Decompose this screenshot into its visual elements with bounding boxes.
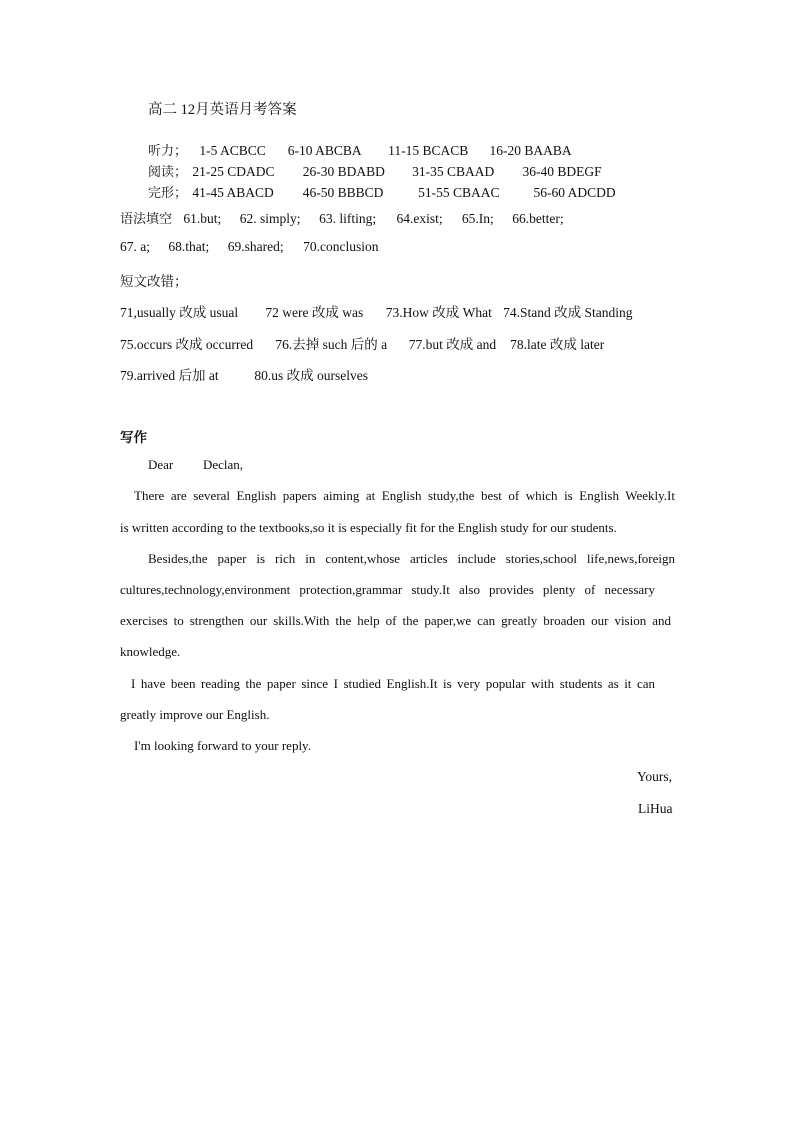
listening-answers bbox=[148, 140, 572, 159]
salutation-name: Declan, bbox=[203, 457, 244, 472]
essay-line: is written according to the textbooks,so it is especially fit for the English study for our students. bbox=[120, 520, 617, 535]
answer-item: 63. lifting; bbox=[319, 211, 377, 226]
essay-line: Besides,the paper is rich in content,whose articles include stories,school life,news,foreign bbox=[148, 551, 675, 566]
answer-group: 6-10 ABCBA bbox=[287, 143, 362, 158]
correction-item: 78.late 改成 later bbox=[510, 337, 605, 352]
correction-line-1 bbox=[120, 301, 633, 321]
essay-line-wrap bbox=[148, 551, 675, 567]
answer-item: 70.conclusion bbox=[303, 239, 379, 254]
correction-line-3 bbox=[120, 364, 368, 384]
answer-group: 51-55 CBAAC bbox=[418, 185, 500, 200]
answer-group: 21-25 CDADC bbox=[192, 164, 275, 179]
essay-line: I'm looking forward to your reply. bbox=[134, 738, 311, 753]
essay-line-wrap bbox=[131, 676, 655, 692]
correction-item: 75.occurs 改成 occurred bbox=[120, 337, 254, 352]
answer-group: 56-60 ADCDD bbox=[533, 185, 616, 200]
listening-label: 听力； bbox=[148, 144, 188, 159]
answer-group: 31-35 CBAAD bbox=[412, 164, 495, 179]
answer-item: 68.that; bbox=[168, 239, 210, 254]
essay-line: exercises to strengthen our skills.With the help of the paper,we can greatly broaden our vision and bbox=[120, 613, 671, 628]
grammar-answers-line-1 bbox=[120, 208, 564, 227]
reading-label: 阅读； bbox=[148, 165, 188, 180]
answer-item: 65.In; bbox=[461, 211, 494, 226]
essay-line-wrap bbox=[120, 582, 655, 598]
cloze-label: 完形； bbox=[148, 186, 188, 201]
reading-answers bbox=[148, 161, 602, 180]
correction-item: 77.but 改成 and bbox=[408, 337, 497, 352]
correction-label: 短文改错； bbox=[120, 274, 188, 290]
answer-item: 66.better; bbox=[512, 211, 564, 226]
essay-line: There are several English papers aiming at English study,the best of which is English Weekly.It bbox=[134, 488, 675, 503]
cloze-answers bbox=[148, 182, 616, 201]
essay-line-wrap bbox=[134, 488, 675, 504]
correction-item: 76.去掉 such 后的 a bbox=[275, 337, 388, 352]
correction-item: 72 were 改成 was bbox=[265, 305, 364, 320]
answer-group: 11-15 BCACB bbox=[388, 143, 469, 158]
answer-item: 69.shared; bbox=[227, 239, 284, 254]
essay-line: I have been reading the paper since I studied English.It is very popular with students as it can bbox=[131, 676, 655, 691]
answer-group: 41-45 ABACD bbox=[192, 185, 274, 200]
essay-line: greatly improve our English. bbox=[120, 707, 270, 722]
answer-group: 16-20 BAABA bbox=[489, 143, 572, 158]
grammar-label: 语法填空 bbox=[120, 212, 173, 227]
page-title: 高二 12月英语月考答案 bbox=[148, 102, 297, 118]
answer-group: 26-30 BDABD bbox=[302, 164, 385, 179]
answer-group: 1-5 ACBCC bbox=[199, 143, 266, 158]
answer-group: 36-40 BDEGF bbox=[522, 164, 602, 179]
letter-signature: LiHua bbox=[638, 801, 673, 816]
grammar-answers-line-2 bbox=[120, 239, 379, 255]
correction-item: 71,usually 改成 usual bbox=[120, 305, 239, 320]
correction-item: 80.us 改成 ourselves bbox=[254, 368, 368, 383]
salutation-word: Dear bbox=[148, 457, 174, 472]
correction-item: 74.Stand 改成 Standing bbox=[503, 305, 633, 320]
essay-line: knowledge. bbox=[120, 644, 181, 659]
writing-label: 写作 bbox=[120, 430, 147, 446]
answer-item: 67. a; bbox=[120, 239, 150, 254]
answer-item: 61.but; bbox=[183, 211, 222, 226]
answer-group: 46-50 BBBCD bbox=[302, 185, 384, 200]
answer-item: 64.exist; bbox=[396, 211, 443, 226]
essay-line-wrap bbox=[120, 613, 671, 629]
essay-line: cultures,technology,environment protection,grammar study.It also provides plenty of necessary bbox=[120, 582, 655, 597]
answer-item: 62. simply; bbox=[239, 211, 301, 226]
correction-item: 73.How 改成 What bbox=[385, 305, 492, 320]
correction-item: 79.arrived 后加 at bbox=[120, 368, 219, 383]
correction-line-2 bbox=[120, 333, 604, 353]
letter-closing: Yours, bbox=[637, 769, 673, 784]
